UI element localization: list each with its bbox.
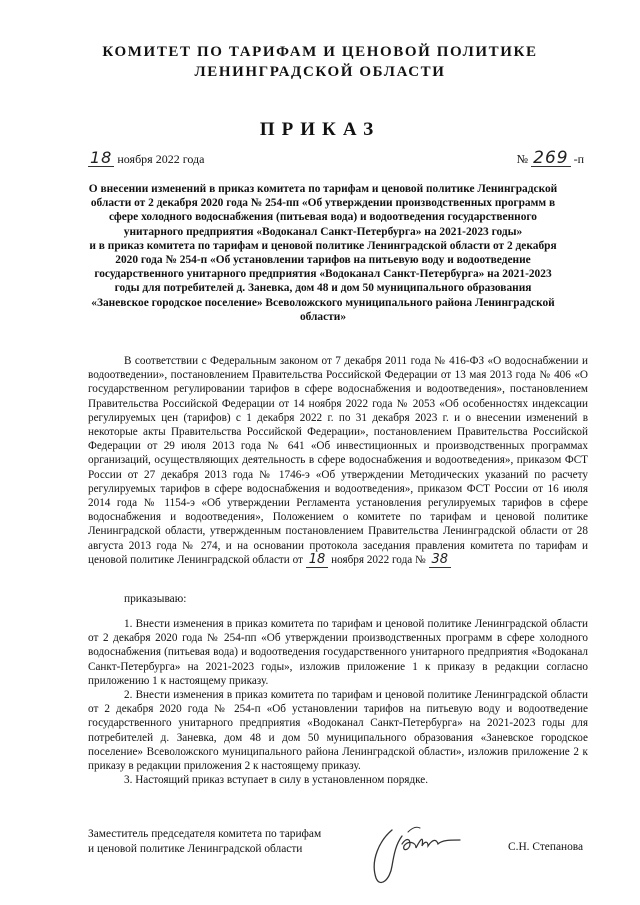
- handwritten-protocol-day: 18: [306, 552, 329, 568]
- order-item: 1. Внести изменения в приказ комитета по тарифам и ценовой политике Ленинградской области от 2 декабря 2020 года № 254-пп «Об утверждении производственных программ в сфере холодного водоснабжения (питьевая вода) и водоотведения государственного унитарного предприятия «Водоканал Санкт-Петербурга» на 2021-2023 годы», изложив приложение 1 к приказу в редакции согласно приложению 1 к настоящему приказу.: [88, 618, 588, 687]
- orders-word: приказываю:: [124, 593, 187, 605]
- document-date: [88, 150, 204, 167]
- organization-header: [0, 42, 640, 82]
- signer-position: [88, 827, 321, 856]
- handwritten-signature: [362, 810, 472, 890]
- handwritten-day: 18: [90, 148, 113, 167]
- handwritten-number: 269: [533, 148, 569, 168]
- signer-position-line1: Заместитель председателя комитета по тарифам: [88, 828, 322, 840]
- order-items: [88, 617, 588, 787]
- document-number: [517, 150, 584, 167]
- subject-part1: О внесении изменений в приказ комитета по тарифам и ценовой политике Ленинградской области от 2 декабря 2020 года № 254-пп «Об утверждении производственных программ в сфере холодного водоснабжения (питьевая вода) и водоотведения государственного унитарного предприятия «Водоканал Санкт-Петербурга» на 2021-2023 годы»: [88, 183, 558, 238]
- signer-position-line2: и ценовой политике Ленинградской области: [88, 842, 303, 855]
- number-suffix: -п: [573, 152, 584, 166]
- preamble: [88, 354, 588, 567]
- handwritten-protocol-number: 38: [429, 552, 452, 568]
- preamble-paragraph: [88, 354, 588, 567]
- signer-name: С.Н. Степанова: [508, 841, 584, 853]
- preamble-middle: ноября 2022 года №: [331, 553, 426, 566]
- date-month-year: ноября 2022 года: [117, 152, 205, 166]
- document-subject: [86, 182, 560, 324]
- document-type-title: ПРИКАЗ: [259, 119, 381, 140]
- organization-name-line2: ЛЕНИНГРАДСКОЙ ОБЛАСТИ: [194, 64, 446, 80]
- number-sign: №: [516, 152, 529, 166]
- preamble-text: В соответствии с Федеральным законом от 7 декабря 2011 года № 416-ФЗ «О водоснабжении и водоотведении», постановлением Правительства Российской Федерации от 13 мая 2013 года № 406 «О государственном регулировании тарифов в сфере водоснабжения и водоотведения», постановлением Правительства Российской Федерации от 14 ноября 2022 года № 2053 «Об особенностях индексации регулируемых цен (тарифов) с 1 декабря 2022 г. по 31 декабря 2023 г. и о внесении изменений в некоторые акты Правительства Российской Федерации», постановлением Правительства Российской Федерации от 29 июля 2013 года № 641 «Об инвестиционных и производственных программах организаций, осуществляющих деятельность в сфере водоснабжения и водоотведения», приказом ФСТ России от 27 декабря 2013 года № 1746-э «Об утверждении Методических указаний по расчету регулируемых тарифов в сфере водоснабжения и водоотведения», приказом ФСТ России от 16 июля 2014 года № 1154-э «Об утверждении Регламента установления регулируемых тарифов в сфере водоснабжения и водоотведения», Положением о комитете по тарифам и ценовой политике Ленинградской области, утвержденным постановлением Правительства Ленинградской области от 28 августа 2013 года № 274, и на основании протокола заседания правления комитета по тарифам и ценовой политике Ленинградской области от: [88, 355, 588, 566]
- order-item: 2. Внести изменения в приказ комитета по тарифам и ценовой политике Ленинградской области от 2 декабря 2020 года № 254-п «Об установлении тарифов на питьевую воду и водоотведение государственного унитарного предприятия «Водоканал Санкт-Петербурга» на 2021-2023 годы для потребителей д. Заневка, дом 48 и дом 50 муниципального образования «Заневское городское поселение» Всеволожского муниципального района Ленинградской области», изложив приложение 2 к приказу в редакции приложения 2 к настоящему приказу.: [88, 689, 588, 773]
- organization-name-line1: КОМИТЕТ ПО ТАРИФАМ И ЦЕНОВОЙ ПОЛИТИКЕ: [102, 44, 538, 60]
- subject-part2: и в приказ комитета по тарифам и ценовой политике Ленинградской области от 2 декабря 2020 года № 254-п «Об установлении тарифов на питьевую воду и водоотведение государственного унитарного предприятия «Водоканал Санкт-Петербурга» на 2021-2023 годы для потребителей д. Заневка, дом 48 и дом 50 муниципального образования «Заневское городское поселение» Всеволожского муниципального района Ленинградской области»: [89, 239, 557, 323]
- order-item: 3. Настоящий приказ вступает в силу в установленном порядке.: [124, 774, 429, 787]
